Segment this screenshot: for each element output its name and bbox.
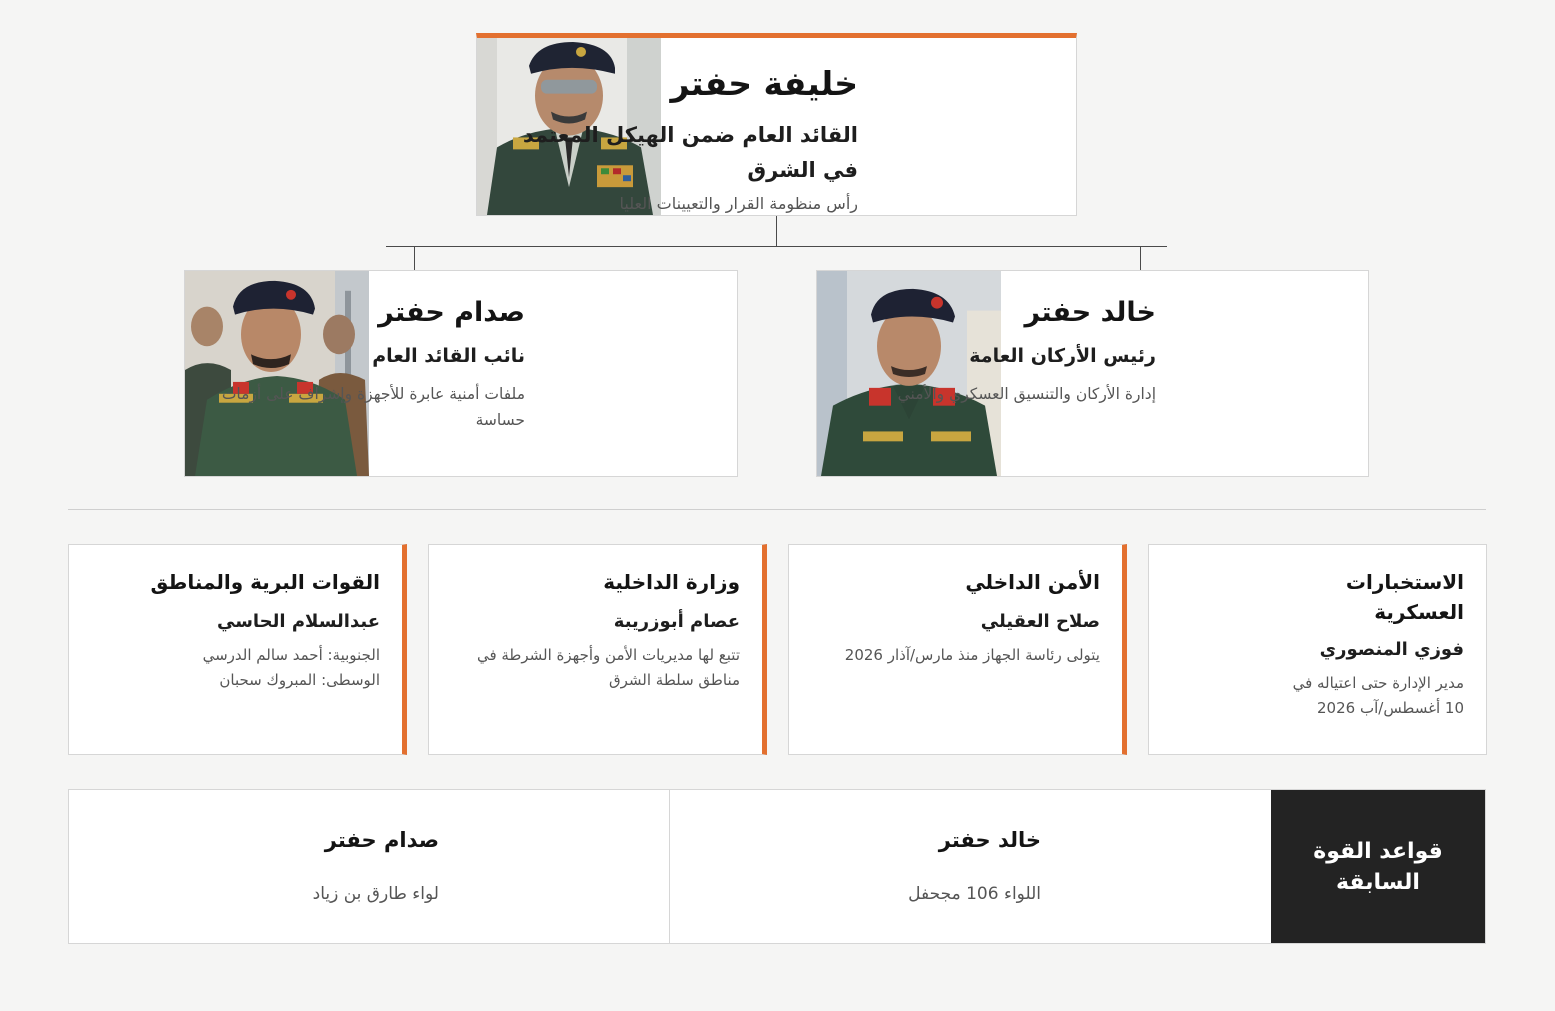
unit-card-interior-ministry — [428, 544, 767, 755]
saddam-role: نائب القائد العام — [372, 345, 525, 367]
unit-name: الأمن الداخلي — [965, 570, 1100, 594]
top-leader-description: رأس منظومة القرار والتعيينات العليا — [619, 194, 858, 213]
unit-head: فوزي المنصوري — [1319, 639, 1464, 660]
unit-head: عصام أبوزريبة — [613, 611, 740, 632]
top-leader-card — [476, 33, 1077, 216]
base-unit: لواء طارق بن زياد — [312, 884, 439, 904]
unit-name: الاستخبارات العسكرية — [1345, 570, 1464, 624]
khaled-name: خالد حفتر — [1024, 297, 1156, 328]
connector-vertical-top — [776, 216, 777, 247]
unit-head: عبدالسلام الحاسي — [217, 611, 380, 632]
saddam-name: صدام حفتر — [378, 297, 525, 328]
unit-description: يتولى رئاسة الجهاز منذ مارس/آذار 2026 — [844, 646, 1100, 664]
saddam-haftar-card — [184, 270, 738, 477]
khaled-description: إدارة الأركان والتنسيق العسكري والأمني — [897, 385, 1156, 403]
unit-card-military-intelligence — [1148, 544, 1487, 755]
unit-card-ground-forces — [68, 544, 407, 755]
unit-head: صلاح العقيلي — [980, 611, 1100, 632]
khaled-role: رئيس الأركان العامة — [969, 345, 1156, 367]
base-leader-name: خالد حفتر — [938, 828, 1041, 852]
unit-description-line-1: الجنوبية: أحمد سالم الدرسي — [202, 646, 380, 664]
base-item — [669, 790, 1271, 943]
top-leader-role: القائد العام ضمن الهيكل المعتمد في الشرق — [522, 123, 858, 182]
unit-name: القوات البرية والمناطق — [150, 570, 380, 594]
section-divider — [68, 509, 1486, 510]
connector-right-drop — [1140, 246, 1141, 270]
base-unit: اللواء 106 مجحفل — [908, 884, 1041, 904]
connector-left-drop — [414, 246, 415, 270]
khaled-haftar-card — [816, 270, 1369, 477]
base-item — [68, 790, 669, 943]
top-leader-name: خليفة حفتر — [670, 64, 858, 103]
connector-horizontal — [386, 246, 1167, 247]
unit-name: وزارة الداخلية — [603, 570, 740, 594]
bases-label: قواعد القوة السابقة — [1271, 790, 1485, 943]
unit-description: مدير الإدارة حتى اعتياله في 10 أغسطس/آب 2026 — [1292, 674, 1464, 717]
unit-description-line-2: الوسطى: المبروك سحبان — [219, 671, 380, 689]
base-leader-name: صدام حفتر — [324, 828, 439, 852]
saddam-description: ملفات أمنية عابرة للأجهزة وإشراف على أزمات حساسة — [221, 385, 525, 429]
unit-description: تتبع لها مديريات الأمن وأجهزة الشرطة في مناطق سلطة الشرق — [476, 646, 740, 689]
former-power-bases — [68, 789, 1486, 944]
unit-card-internal-security — [788, 544, 1127, 755]
